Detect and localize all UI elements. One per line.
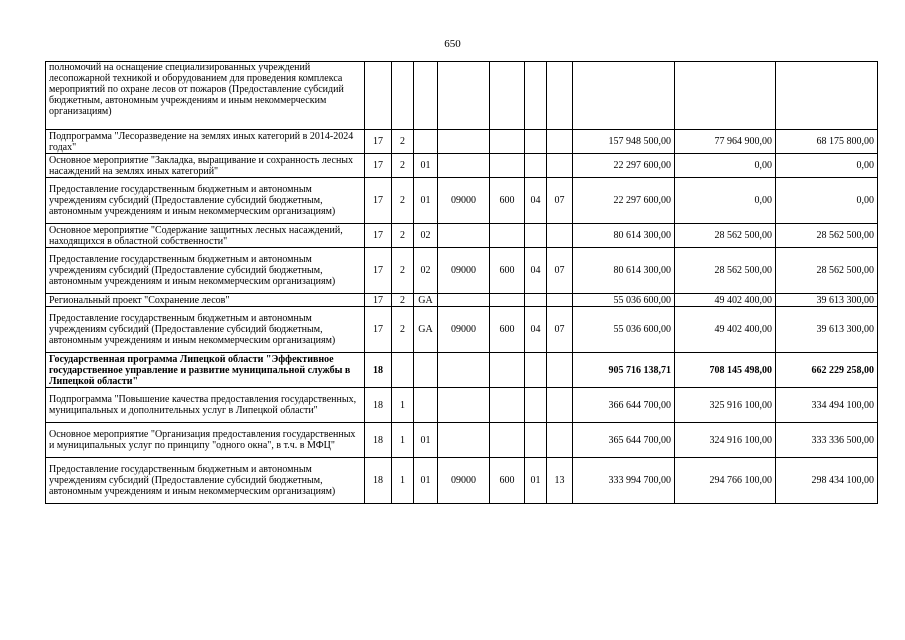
- expense-type-code: [490, 353, 525, 388]
- subprogram-code: 1: [392, 423, 414, 458]
- direction-code: 09000: [438, 458, 490, 504]
- subprogram-code: 2: [392, 294, 414, 307]
- subsection-code: 07: [547, 248, 573, 294]
- program-code: 18: [365, 388, 392, 423]
- direction-code: [438, 154, 490, 178]
- section-code: 04: [525, 178, 547, 224]
- direction-code: [438, 130, 490, 154]
- activity-code: 01: [414, 178, 438, 224]
- section-code: [525, 294, 547, 307]
- direction-code: 09000: [438, 307, 490, 353]
- table-row: [46, 224, 878, 248]
- section-code: [525, 423, 547, 458]
- table-row: [46, 178, 878, 224]
- budget-table: [45, 61, 878, 504]
- expense-type-code: 600: [490, 178, 525, 224]
- direction-code: [438, 388, 490, 423]
- direction-code: [438, 224, 490, 248]
- activity-code: 01: [414, 423, 438, 458]
- direction-code: [438, 62, 490, 130]
- expense-type-code: [490, 62, 525, 130]
- subprogram-code: 2: [392, 307, 414, 353]
- subprogram-code: 2: [392, 178, 414, 224]
- table-row: [46, 294, 878, 307]
- table-row: [46, 388, 878, 423]
- amount-2024: 334 494 100,00: [776, 388, 878, 423]
- subsection-code: [547, 154, 573, 178]
- budget-table-body: [46, 62, 878, 504]
- subsection-code: [547, 62, 573, 130]
- activity-code: [414, 62, 438, 130]
- amount-2023: 708 145 498,00: [675, 353, 776, 388]
- subprogram-code: 2: [392, 130, 414, 154]
- row-description: Подпрограмма "Повышение качества предоставления государственных, муниципальных и дополнительных услуг в Липецкой области": [46, 388, 365, 423]
- subsection-code: [547, 294, 573, 307]
- section-code: [525, 154, 547, 178]
- amount-2024: 333 336 500,00: [776, 423, 878, 458]
- table-row: [46, 353, 878, 388]
- subprogram-code: 1: [392, 388, 414, 423]
- amount-2022: 157 948 500,00: [573, 130, 675, 154]
- table-row: [46, 458, 878, 504]
- amount-2023: 325 916 100,00: [675, 388, 776, 423]
- table-row: [46, 130, 878, 154]
- expense-type-code: [490, 130, 525, 154]
- amount-2022: 366 644 700,00: [573, 388, 675, 423]
- amount-2022: 333 994 700,00: [573, 458, 675, 504]
- program-code: 17: [365, 224, 392, 248]
- direction-code: [438, 423, 490, 458]
- section-code: [525, 224, 547, 248]
- subprogram-code: 2: [392, 154, 414, 178]
- table-row: [46, 62, 878, 130]
- amount-2022: 55 036 600,00: [573, 307, 675, 353]
- activity-code: 02: [414, 224, 438, 248]
- amount-2022: 905 716 138,71: [573, 353, 675, 388]
- row-description: Основное мероприятие "Закладка, выращивание и сохранность лесных насаждений на землях иных категорий": [46, 154, 365, 178]
- amount-2023: 28 562 500,00: [675, 224, 776, 248]
- amount-2024: 662 229 258,00: [776, 353, 878, 388]
- amount-2023: 28 562 500,00: [675, 248, 776, 294]
- subsection-code: [547, 353, 573, 388]
- section-code: [525, 388, 547, 423]
- amount-2024: 39 613 300,00: [776, 294, 878, 307]
- direction-code: 09000: [438, 248, 490, 294]
- amount-2023: 49 402 400,00: [675, 307, 776, 353]
- program-code: 17: [365, 154, 392, 178]
- expense-type-code: [490, 294, 525, 307]
- activity-code: GA: [414, 294, 438, 307]
- amount-2023: 49 402 400,00: [675, 294, 776, 307]
- amount-2023: [675, 62, 776, 130]
- row-description: Подпрограмма "Лесоразведение на землях иных категорий в 2014-2024 годах": [46, 130, 365, 154]
- amount-2022: 80 614 300,00: [573, 224, 675, 248]
- direction-code: 09000: [438, 178, 490, 224]
- activity-code: 01: [414, 458, 438, 504]
- subsection-code: [547, 388, 573, 423]
- amount-2023: 77 964 900,00: [675, 130, 776, 154]
- table-row: [46, 423, 878, 458]
- subsection-code: [547, 423, 573, 458]
- subprogram-code: [392, 353, 414, 388]
- amount-2022: 22 297 600,00: [573, 154, 675, 178]
- amount-2024: 0,00: [776, 154, 878, 178]
- subsection-code: [547, 130, 573, 154]
- subprogram-code: 1: [392, 458, 414, 504]
- subsection-code: 13: [547, 458, 573, 504]
- subprogram-code: 2: [392, 248, 414, 294]
- row-description: Основное мероприятие "Содержание защитных лесных насаждений, находящихся в областной собственности": [46, 224, 365, 248]
- row-description: Основное мероприятие "Организация предоставления государственных и муниципальных услуг по принципу "одного окна", в т.ч. в МФЦ": [46, 423, 365, 458]
- subprogram-code: [392, 62, 414, 130]
- amount-2022: [573, 62, 675, 130]
- row-description: Предоставление государственным бюджетным и автономным учреждениям субсидий (Предоставление субсидий бюджетным, автономным учреждениям и иным некоммерческим организациям): [46, 248, 365, 294]
- amount-2022: 55 036 600,00: [573, 294, 675, 307]
- section-code: [525, 62, 547, 130]
- program-code: 17: [365, 307, 392, 353]
- table-row: [46, 307, 878, 353]
- row-description: полномочий на оснащение специализированных учреждений лесопожарной техникой и оборудованием для проведения комплекса мероприятий по охране лесов от пожаров (Предоставление субсидий бюджетным, автономным учреждениям и иным некоммерческим организациям): [46, 62, 365, 130]
- amount-2022: 365 644 700,00: [573, 423, 675, 458]
- expense-type-code: 600: [490, 248, 525, 294]
- subsection-code: 07: [547, 307, 573, 353]
- subsection-code: 07: [547, 178, 573, 224]
- amount-2024: [776, 62, 878, 130]
- section-code: 01: [525, 458, 547, 504]
- table-row: [46, 248, 878, 294]
- amount-2024: 28 562 500,00: [776, 224, 878, 248]
- amount-2023: 0,00: [675, 178, 776, 224]
- subprogram-code: 2: [392, 224, 414, 248]
- table-row: [46, 154, 878, 178]
- amount-2024: 39 613 300,00: [776, 307, 878, 353]
- amount-2024: 28 562 500,00: [776, 248, 878, 294]
- amount-2024: 68 175 800,00: [776, 130, 878, 154]
- program-code: 17: [365, 130, 392, 154]
- amount-2023: 0,00: [675, 154, 776, 178]
- amount-2022: 22 297 600,00: [573, 178, 675, 224]
- program-code: 17: [365, 178, 392, 224]
- activity-code: 01: [414, 154, 438, 178]
- program-code: 18: [365, 458, 392, 504]
- amount-2022: 80 614 300,00: [573, 248, 675, 294]
- activity-code: GA: [414, 307, 438, 353]
- row-description: Предоставление государственным бюджетным и автономным учреждениям субсидий (Предоставление субсидий бюджетным, автономным учреждениям и иным некоммерческим организациям): [46, 178, 365, 224]
- expense-type-code: 600: [490, 458, 525, 504]
- program-code: 18: [365, 353, 392, 388]
- section-code: 04: [525, 248, 547, 294]
- amount-2024: 298 434 100,00: [776, 458, 878, 504]
- amount-2023: 294 766 100,00: [675, 458, 776, 504]
- expense-type-code: [490, 154, 525, 178]
- direction-code: [438, 353, 490, 388]
- expense-type-code: [490, 423, 525, 458]
- direction-code: [438, 294, 490, 307]
- program-code: 18: [365, 423, 392, 458]
- section-code: 04: [525, 307, 547, 353]
- expense-type-code: [490, 224, 525, 248]
- page-number: 650: [444, 38, 461, 50]
- row-description: Предоставление государственным бюджетным и автономным учреждениям субсидий (Предоставление субсидий бюджетным, автономным учреждениям и иным некоммерческим организациям): [46, 458, 365, 504]
- activity-code: 02: [414, 248, 438, 294]
- expense-type-code: 600: [490, 307, 525, 353]
- program-code: [365, 62, 392, 130]
- row-description: Государственная программа Липецкой области "Эффективное государственное управление и развитие муниципальной службы в Липецкой области": [46, 353, 365, 388]
- activity-code: [414, 353, 438, 388]
- amount-2023: 324 916 100,00: [675, 423, 776, 458]
- activity-code: [414, 388, 438, 423]
- expense-type-code: [490, 388, 525, 423]
- activity-code: [414, 130, 438, 154]
- section-code: [525, 353, 547, 388]
- amount-2024: 0,00: [776, 178, 878, 224]
- subsection-code: [547, 224, 573, 248]
- program-code: 17: [365, 248, 392, 294]
- program-code: 17: [365, 294, 392, 307]
- row-description: Региональный проект "Сохранение лесов": [46, 294, 365, 307]
- row-description: Предоставление государственным бюджетным и автономным учреждениям субсидий (Предоставление субсидий бюджетным, автономным учреждениям и иным некоммерческим организациям): [46, 307, 365, 353]
- section-code: [525, 130, 547, 154]
